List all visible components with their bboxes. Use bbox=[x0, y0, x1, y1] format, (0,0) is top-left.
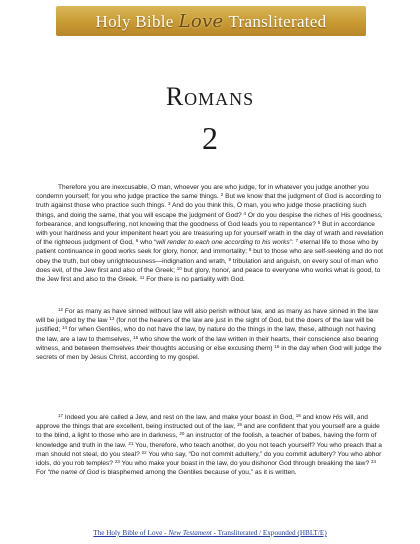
verse-3-text: And do you think this, O man, you who judge those practicing such things, and doing the same, that you will escape the judgment of God? bbox=[36, 202, 367, 219]
verse-24-quote: the name of God bbox=[49, 469, 100, 477]
verse-18-text: and know bbox=[302, 414, 331, 421]
verse-number: 4 bbox=[243, 210, 246, 216]
verse-number: 17 bbox=[58, 413, 64, 418]
paragraph-2 bbox=[36, 307, 386, 362]
verse-6-end: ”: bbox=[289, 239, 294, 247]
verse-6-quote: will render to each one according to his works bbox=[156, 239, 290, 247]
verse-1-text: Therefore you are inexcusable, O man, whoever you are who judge, for in whatever you judge another you condemn yourself; for you who judge practice the same things. bbox=[36, 184, 369, 201]
page-footer bbox=[0, 529, 420, 537]
footer-suffix: - Transliterated / Expounded (HBLT/E) bbox=[213, 529, 327, 537]
verse-number: 11 bbox=[139, 275, 145, 281]
verse-15-end: ) bbox=[270, 344, 273, 352]
verse-5-text: But in accordance with your hardness and your impenitent heart you are treasuring up for yourself wrath in the day of wrath and revelation of the righteous judgment of God, bbox=[36, 220, 384, 247]
verse-2-text: But we know that the judgment of God is according to truth against those who practice such things. bbox=[36, 193, 382, 210]
verse-16-text: in the day when God will judge the secrets of men by Jesus Christ, according to my gospel. bbox=[36, 344, 382, 362]
verse-22-text: You who say, “Do not commit adultery,” do you commit adultery? You who abhor idols, do you rob temples? bbox=[36, 450, 382, 468]
chapter-number: 2 bbox=[202, 120, 218, 156]
verse-number: 20 bbox=[179, 431, 185, 437]
verse-number: 6 bbox=[135, 238, 139, 244]
book-title: Romans bbox=[165, 82, 255, 111]
verse-number: 15 bbox=[133, 334, 139, 340]
verse-number: 21 bbox=[128, 440, 134, 446]
banner-title bbox=[96, 11, 327, 32]
verse-6-text: who “ bbox=[140, 239, 157, 247]
header-banner bbox=[56, 6, 366, 36]
verse-18-italic-his: His bbox=[332, 414, 343, 421]
verse-4-text: Or do you despise the riches of His goodness, forbearance, and longsuffering, not knowing that the goodness of God leads you to repentance? bbox=[36, 211, 383, 228]
verse-19-text: and are confident that you yourself are a guide to the blind, a light to those who are in darkness, bbox=[36, 423, 380, 440]
verse-15-italic-them: them bbox=[255, 344, 271, 352]
verse-number: 12 bbox=[58, 307, 64, 312]
verse-23-text: You who make your boast in the law, do you dishonor God through breaking the law? bbox=[121, 460, 370, 468]
paragraph-1 bbox=[36, 183, 386, 284]
verse-number: 19 bbox=[236, 422, 242, 428]
verse-number: 16 bbox=[274, 343, 280, 349]
verse-18-end: will, and approve the things that are excellent, being instructed out of the law, bbox=[36, 414, 368, 431]
verse-number: 23 bbox=[114, 459, 120, 465]
verse-number: 13 bbox=[109, 316, 115, 322]
verse-7-text: eternal life to those who by patient continuance in good works seek for glory, honor, and immortality; bbox=[36, 239, 379, 256]
verse-13-text: (for not the hearers of the law are just in the sight of God, but the doers of the law will be justified; bbox=[36, 317, 374, 334]
verse-10-text: but glory, honor, and peace to everyone who works what is good, to the Jew first and also to the Greek. bbox=[36, 266, 381, 284]
verse-number: 22 bbox=[141, 449, 147, 455]
footer-link[interactable] bbox=[93, 529, 326, 537]
verse-9-text: tribulation and anguish, on every soul of man who does evil, of the Jew first and also of the Greek; bbox=[36, 257, 378, 274]
paragraph-3 bbox=[36, 413, 386, 477]
verse-24-end: is blasphemed among the Gentiles because of you,” as it is written. bbox=[100, 469, 297, 477]
banner-title-left: Holy Bible bbox=[95, 11, 174, 31]
banner-title-right: Transliterated bbox=[228, 11, 327, 31]
verse-number: 14 bbox=[62, 325, 68, 331]
verse-number: 5 bbox=[317, 219, 321, 225]
verse-number: 9 bbox=[228, 256, 231, 262]
verse-15-text: who show the work of the law written in their hearts, their conscience also bearing witness, and between themselves bbox=[36, 335, 379, 352]
verse-17-text: Indeed you are called a Jew, and rest on the law, and make your boast in God, bbox=[64, 414, 294, 421]
footer-prefix: The Holy Bible of Love - bbox=[93, 529, 167, 537]
verse-number: 10 bbox=[176, 265, 182, 271]
verse-number: 7 bbox=[295, 238, 299, 244]
verse-12-text: For as many as have sinned without law will also perish without law, and as many as have sinned in the law will be judged by the law bbox=[36, 308, 379, 325]
verse-number: 3 bbox=[167, 201, 171, 207]
banner-love-word: Love bbox=[178, 10, 224, 32]
verse-number: 2 bbox=[220, 192, 224, 198]
verse-number: 18 bbox=[295, 413, 301, 418]
verse-number: 8 bbox=[248, 247, 252, 253]
verse-15-middle: thoughts accusing or else excusing bbox=[151, 344, 254, 352]
verse-14-text: for when Gentiles, who do not have the law, by nature do the things in the law, these, although not having the law, are a law to themselves, bbox=[36, 326, 376, 343]
verse-number: 24 bbox=[370, 459, 376, 465]
verse-15-italic-their: their bbox=[136, 344, 150, 352]
verse-20-text: an instructor of the foolish, a teacher of babes, having the form of knowledge and truth in the law. bbox=[36, 432, 377, 449]
verse-11-text: For there is no partiality with God. bbox=[146, 276, 245, 284]
verse-21-text: You, therefore, who teach another, do you not teach yourself? You who preach that a man should not steal, do you steal? bbox=[36, 441, 382, 458]
verse-24-text: For “ bbox=[36, 469, 50, 477]
footer-italic: New Testament bbox=[168, 529, 212, 537]
verse-8-text: but to those who are self-seeking and do not obey the truth, but obey unrighteousness—indignation and wrath, bbox=[36, 248, 383, 265]
